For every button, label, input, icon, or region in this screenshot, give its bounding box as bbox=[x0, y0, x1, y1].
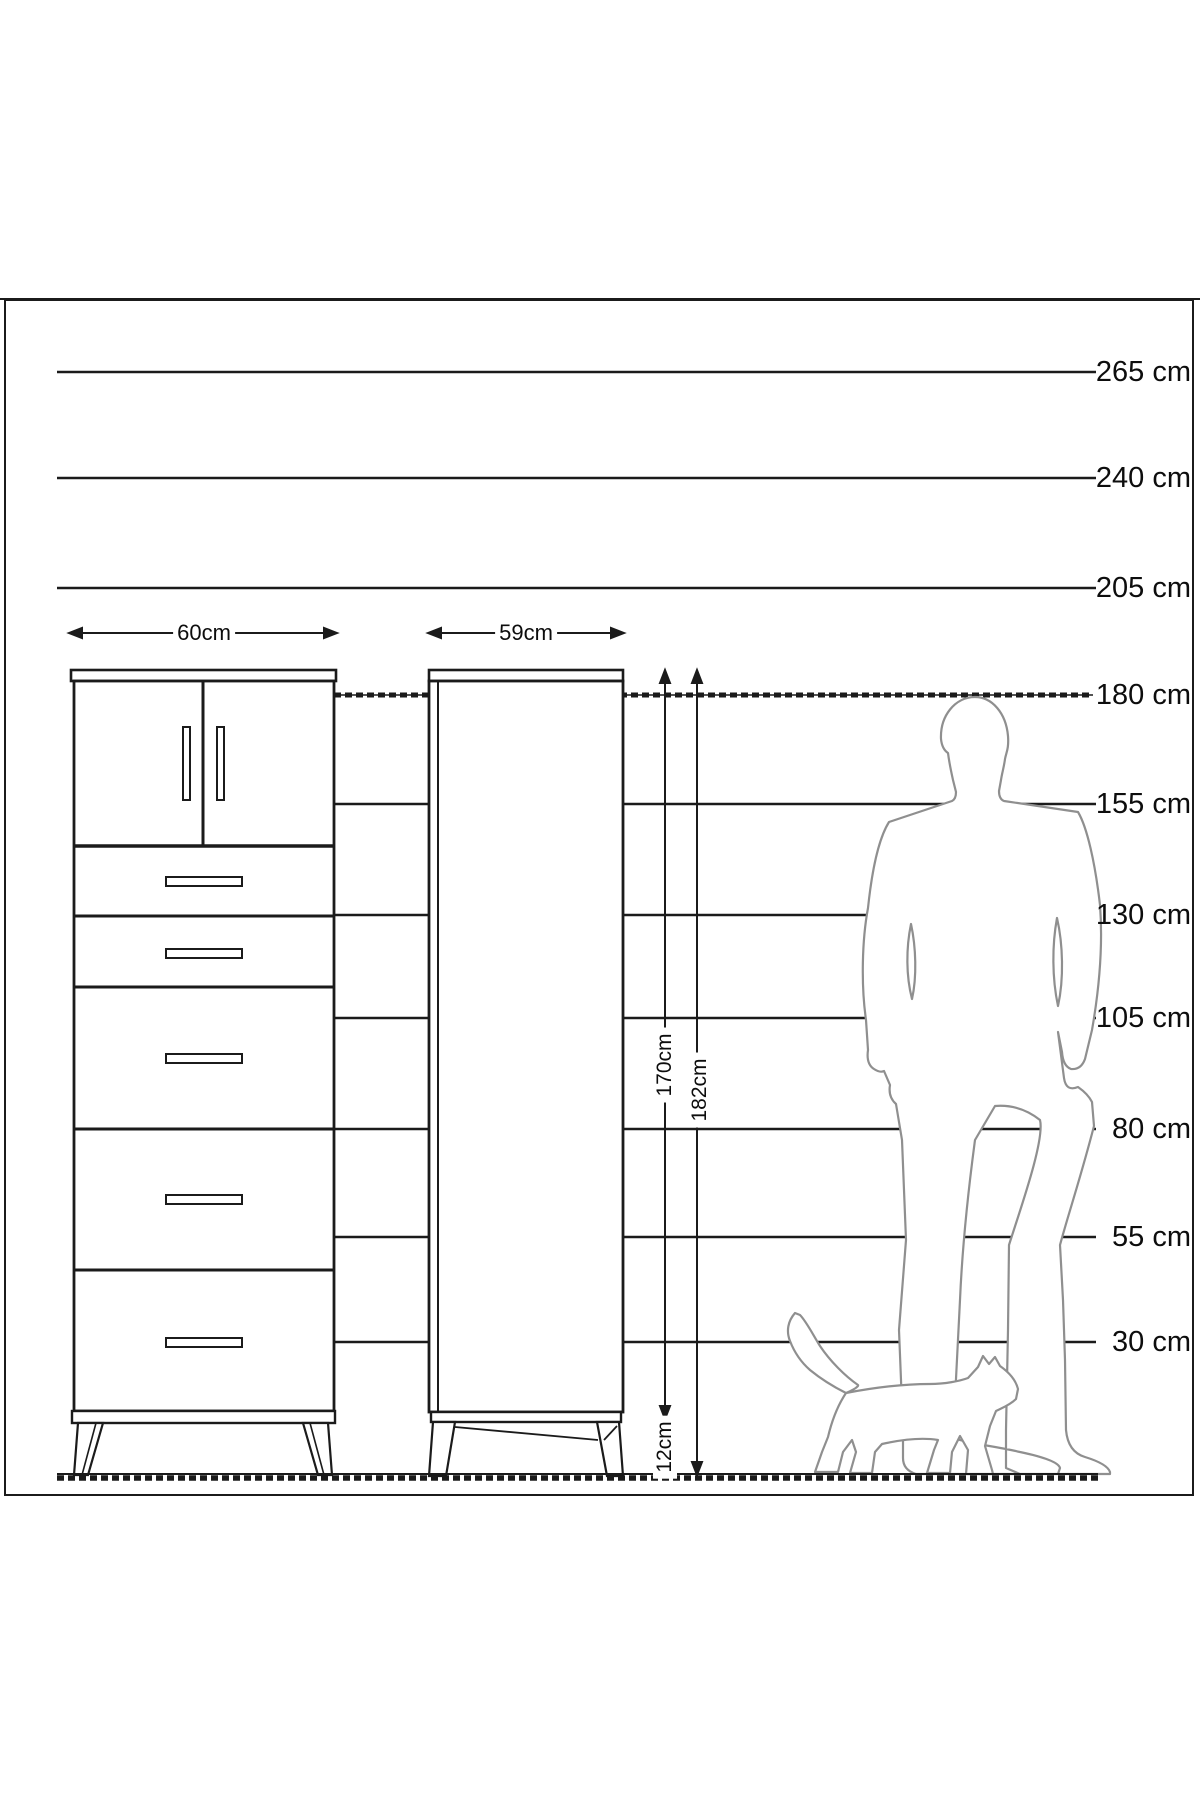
scale-label-155: 155 cm bbox=[1095, 788, 1191, 820]
scale-label-80: 80 cm bbox=[1112, 1113, 1191, 1145]
right-cabinet-legs bbox=[429, 1422, 623, 1476]
ground-line bbox=[57, 1474, 1098, 1478]
right-cabinet-height-label: 182cm bbox=[688, 1052, 712, 1127]
scale-label-30: 30 cm bbox=[1112, 1326, 1191, 1358]
right-cabinet bbox=[429, 670, 623, 1476]
scale-label-240: 240 cm bbox=[1095, 462, 1191, 494]
left-cabinet-height-label: 170cm bbox=[653, 1027, 677, 1102]
man-silhouette bbox=[863, 697, 1110, 1474]
scale-label-205: 205 cm bbox=[1095, 572, 1191, 604]
left-cabinet-legs bbox=[74, 1423, 332, 1475]
left-cabinet-width-label: 60cm bbox=[173, 620, 235, 646]
leg-height-label: 12cm bbox=[653, 1415, 677, 1478]
left-cabinet bbox=[71, 670, 336, 1475]
scale-label-130: 130 cm bbox=[1095, 899, 1191, 931]
scale-label-265: 265 cm bbox=[1095, 356, 1191, 388]
scale-label-105: 105 cm bbox=[1095, 1002, 1191, 1034]
scale-label-55: 55 cm bbox=[1112, 1221, 1191, 1253]
right-cabinet-width-label: 59cm bbox=[495, 620, 557, 646]
scale-label-180: 180 cm bbox=[1095, 679, 1191, 711]
